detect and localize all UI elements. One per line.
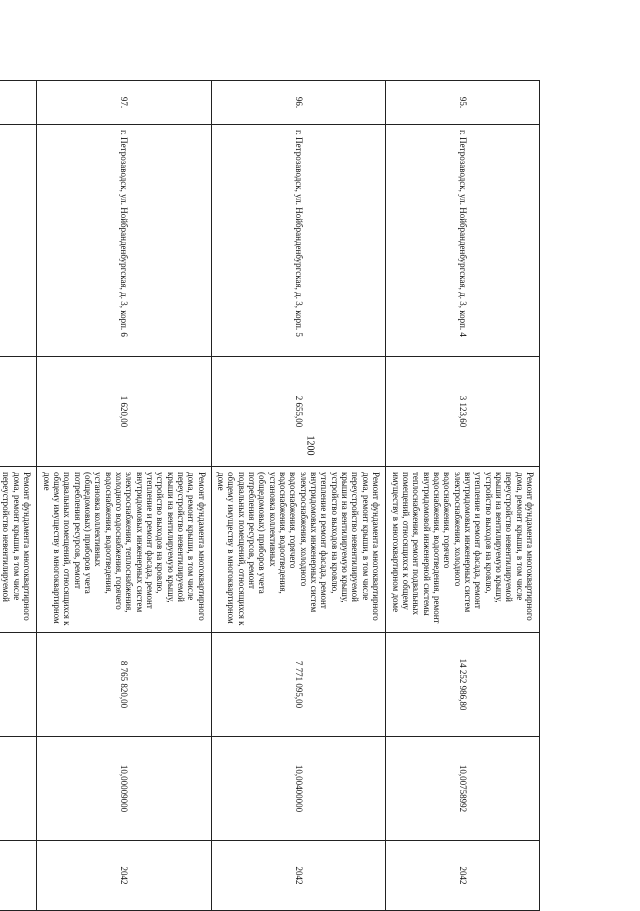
row-number: 97.	[37, 81, 212, 125]
repair-works: Ремонт фундамента многоквартирного дома, ремонт крыши, в том числе переустройство невентилируемой крыши на вентилируемую крышу, устройство выходов на кровлю, утепление и ремонт фасада, ремонт внутридомовых инженерных систем электроснабжения, холодного водоснабжения, горячего водоснабжения, водоотведения, ремонт внутридомовой инженерной системы теплоснабжения, ремонт подвальных помещений, относящихся к общему имуществу в многоквартирном доме	[386, 467, 540, 633]
cost-rate: 10,00400000	[211, 737, 386, 841]
repair-works: Ремонт фундамента многоквартирного дома, ремонт крыши, в том числе переустройство невентилируемой	[0, 467, 37, 633]
table-row	[37, 81, 212, 911]
house-area: 3 123,60	[386, 357, 540, 467]
row-number	[0, 81, 37, 125]
planned-year: 2042	[386, 841, 540, 911]
capital-repair-table	[0, 80, 540, 911]
row-number: 96.	[211, 81, 386, 125]
repair-cost	[0, 633, 37, 737]
repair-works: Ремонт фундамента многоквартирного дома, ремонт крыши, в том числе переустройство невентилируемой крыши на вентилируемую крышу, устройство выходов на кровлю, утепление и ремонт фасада, ремонт внутридомовых инженерных систем электроснабжения, теплоснабжения, холодного водоснабжения, горячего водоснабжения, водоотведения, установка коллективных (общедомовых) приборов учета потребления ресурсов, ремонт подвальных помещений, относящихся к общему имуществу в многоквартирном доме	[37, 467, 212, 633]
cost-rate	[0, 737, 37, 841]
cost-rate: 10,00758992	[386, 737, 540, 841]
house-address: г. Петрозаводск, ул. Нойбранденбургская, д. 3, корп. 4	[386, 125, 540, 357]
page-number: 1200	[304, 435, 316, 456]
repair-cost: 7 771 095,00	[211, 633, 386, 737]
repair-cost: 14 252 986,80	[386, 633, 540, 737]
repair-works: Ремонт фундамента многоквартирного дома, ремонт крыши, в том числе переустройство невентилируемой крыши на вентилируемую крышу, устройство выходов на кровлю, утепление и ремонт фасада, ремонт внутридомовых инженерных систем электроснабжения, холодного водоснабжения, горячего водоснабжения, водоотведения, установка коллективных (общедомовых) приборов учета потребления ресурсов, ремонт подвальных помещений, относящихся к общему имуществу в многоквартирном доме	[211, 467, 386, 633]
repair-cost: 8 765 820,00	[37, 633, 212, 737]
house-address	[0, 125, 37, 357]
house-address: г. Петрозаводск, ул. Нойбранденбургская, д. 3, корп. 6	[37, 125, 212, 357]
table-row	[386, 81, 540, 911]
cost-rate: 10,00009000	[37, 737, 212, 841]
planned-year: 2042	[211, 841, 386, 911]
table-row	[211, 81, 386, 911]
table-row	[0, 81, 37, 911]
house-area: 2 655,00	[211, 357, 386, 467]
house-area	[0, 357, 37, 467]
rotated-table-container	[1, 80, 540, 910]
house-address: г. Петрозаводск, ул. Нойбранденбургская, д. 3, корп. 5	[211, 125, 386, 357]
planned-year: 2042	[37, 841, 212, 911]
row-number: 95.	[386, 81, 540, 125]
house-area: 1 620,00	[37, 357, 212, 467]
planned-year	[0, 841, 37, 911]
